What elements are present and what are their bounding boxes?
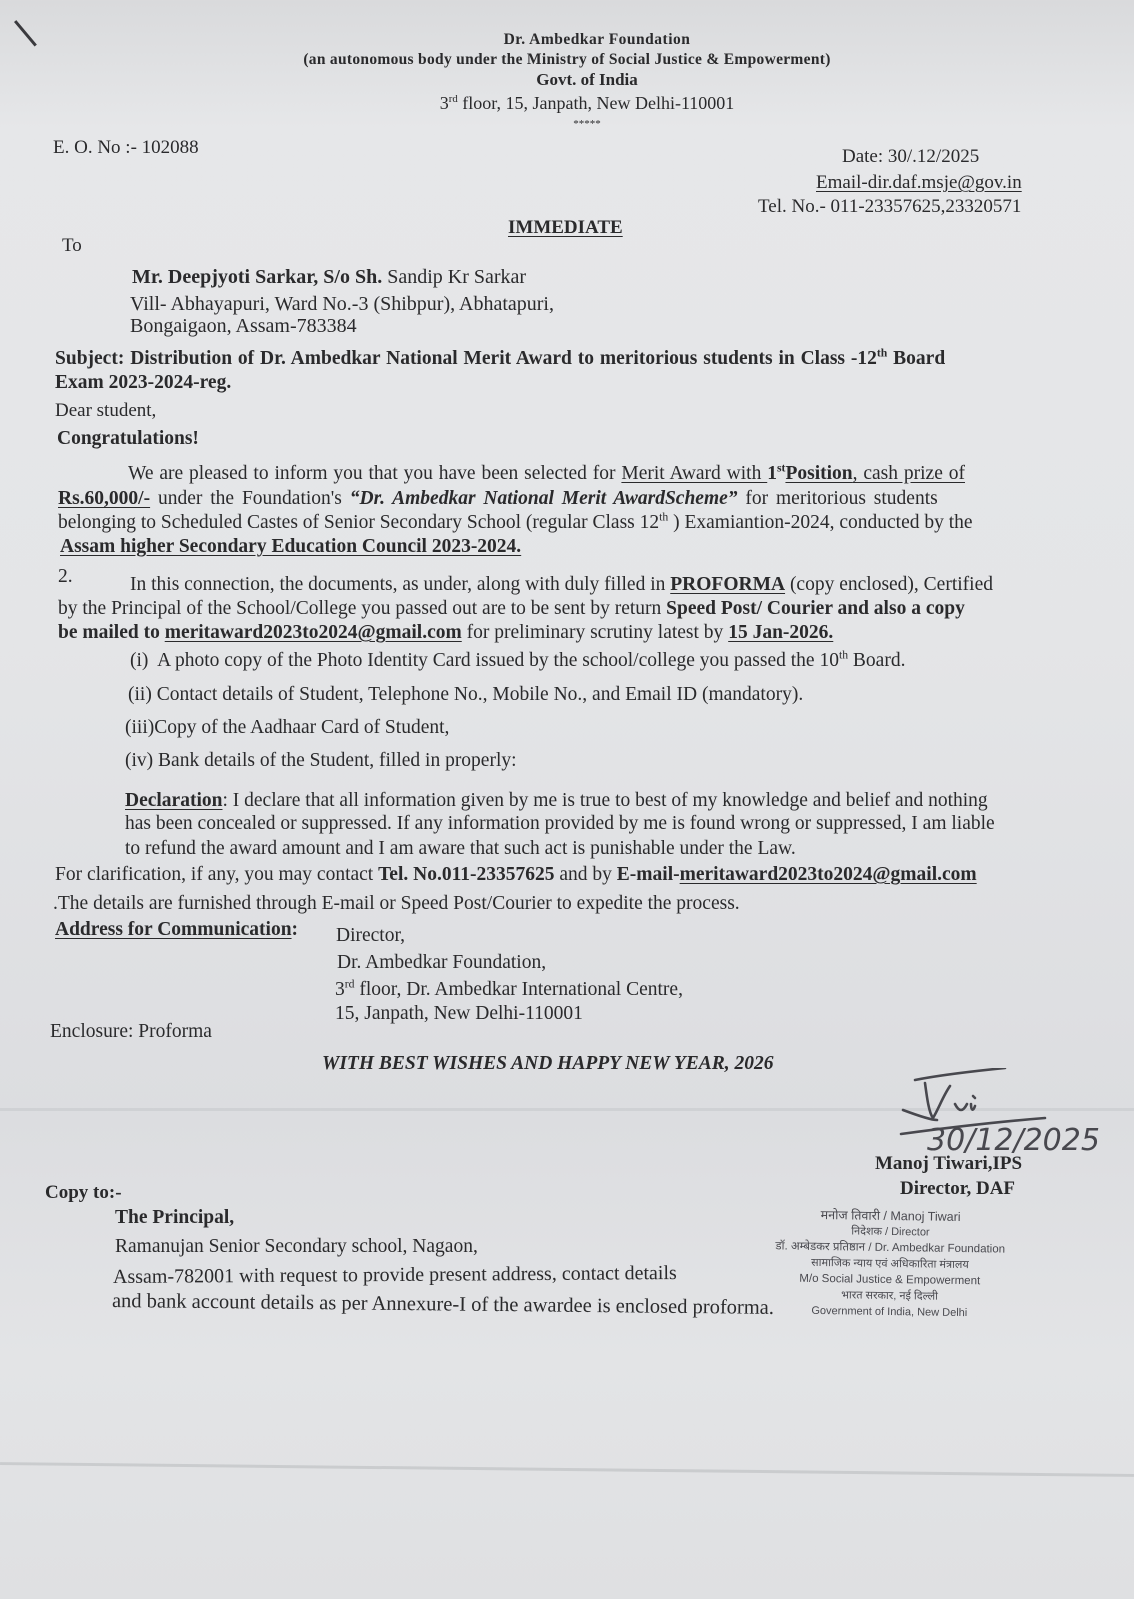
clarification-line: .The details are furnished through E-mail or Speed Post/Courier to expedite the process. [53, 893, 740, 914]
govt-label: Govt. of India [536, 70, 638, 89]
stamp-line: मनोज तिवारी / Manoj Tiwari [820, 1208, 961, 1224]
to-label: To [62, 235, 82, 256]
eo-number: E. O. No :- 102088 [53, 137, 199, 158]
recipient-address-line: Bongaigaon, Assam-783384 [130, 315, 357, 337]
stamp-line: निदेशक / Director [851, 1225, 930, 1239]
copy-to-line: Assam-782001 with request to provide present address, contact details [112, 1262, 677, 1288]
communication-address-line: Dr. Ambedkar Foundation, [337, 952, 547, 973]
copy-to-label: Copy to:- [45, 1182, 122, 1203]
salutation: Dear student, [55, 400, 157, 421]
signatory-designation: Director, DAF [900, 1178, 1016, 1199]
award-paragraph-line: We are pleased to inform you that you have been selected for Merit Award with 1stPosition, cash prize of [128, 461, 965, 484]
council-name: Assam higher Secondary Education Council 2023-2024. [60, 536, 522, 557]
stamp-line: सामाजिक न्याय एवं अधिकारिता मंत्रालय [811, 1256, 969, 1272]
subject-line: Subject: Distribution of Dr. Ambedkar National Merit Award to meritorious students in Class -12th Board [55, 346, 946, 369]
clarification-email-link[interactable]: meritaward2023to2024@gmail.com [679, 864, 977, 885]
award-paragraph-line: Rs.60,000/- under the Foundation's “Dr. Ambedkar National Merit AwardScheme” for meritorious students [58, 488, 938, 509]
signatory-name: Manoj Tiwari,IPS [875, 1153, 1023, 1174]
communication-address-line: Director, [336, 925, 406, 946]
greeting: WITH BEST WISHES AND HAPPY NEW YEAR, 2026 [322, 1053, 774, 1074]
contact-telephone: Tel. No.- 011-23357625,23320571 [758, 196, 1022, 217]
documents-paragraph-line: In this connection, the documents, as under, along with duly filled in PROFORMA (copy enclosed), Certified [130, 574, 993, 595]
org-address: 3rd floor, 15, Janpath, New Delhi-110001 [439, 93, 735, 113]
stamp-line: M/o Social Justice & Empowerment [799, 1272, 981, 1288]
copy-to-line: Ramanujan Senior Secondary school, Nagaon, [115, 1236, 478, 1257]
copy-to-line: and bank account details as per Annexure-I of the awardee is enclosed proforma. [111, 1290, 775, 1319]
paper-crease [0, 1462, 1134, 1477]
documents-paragraph-line: by the Principal of the School/College you passed out are to be sent by return Speed Post/ Courier and also a copy [58, 598, 965, 619]
recipient-name: Mr. Deepjyoti Sarkar, S/o Sh. Sandip Kr Sarkar [132, 266, 527, 288]
documents-list-item: (iii)Copy of the Aadhaar Card of Student, [125, 717, 450, 738]
documents-list-item: (i) A photo copy of the Photo Identity Card issued by the school/college you passed the 10th Board. [130, 648, 906, 671]
official-stamp [749, 1206, 1031, 1322]
copy-to-addressee: The Principal, [115, 1207, 235, 1228]
documents-list-item: (iv) Bank details of the Student, filled in properly: [125, 750, 517, 771]
documents-list-item: (ii) Contact details of Student, Telephone No., Mobile No., and Email ID (mandatory). [128, 684, 804, 705]
communication-address-line: 15, Janpath, New Delhi-110001 [335, 1003, 583, 1024]
communication-address-line: 3rd floor, Dr. Ambedkar International Centre, [335, 977, 683, 1000]
priority-label: IMMEDIATE [508, 217, 623, 238]
merit-email-link[interactable]: meritaward2023to2024@gmail.com [164, 622, 462, 643]
org-name: Dr. Ambedkar Foundation [503, 31, 691, 48]
signature-image [895, 1068, 1115, 1158]
award-paragraph-line: belonging to Scheduled Castes of Senior Secondary School (regular Class 12th ) Examiantion-2024, conducted by the [58, 510, 973, 533]
org-subtitle: (an autonomous body under the Ministry of Social Justice & Empowerment) [303, 51, 831, 68]
stamp-line: Government of India, New Delhi [811, 1304, 968, 1320]
declaration-line: to refund the award amount and I am aware that such act is punishable under the Law. [125, 838, 796, 859]
enclosure-note: Enclosure: Proforma [50, 1021, 212, 1042]
congratulations-heading: Congratulations! [57, 428, 199, 449]
declaration-line: has been concealed or suppressed. If any information provided by me is found wrong or suppressed, I am liable [125, 813, 995, 834]
documents-paragraph-line: be mailed to meritaward2023to2024@gmail.com for preliminary scrutiny latest by 15 Jan-2026. [58, 622, 834, 643]
communication-label: Address for Communication: [55, 919, 299, 940]
separator-stars: ***** [573, 118, 601, 130]
stamp-line: भारत सरकार, नई दिल्ली [841, 1289, 939, 1303]
subject-line: Exam 2023-2024-reg. [55, 372, 232, 393]
declaration-line: Declaration: I declare that all information given by me is true to best of my knowledge and belief and nothing [125, 790, 988, 811]
contact-email-link[interactable]: Email-dir.daf.msje@gov.in [816, 172, 1022, 193]
signature-date: 30/12/2025 [927, 1123, 1100, 1158]
stamp-line: डॉ. अम्बेडकर प्रतिष्ठान / Dr. Ambedkar Foundation [775, 1240, 1006, 1256]
para2-number: 2. [58, 566, 73, 587]
clarification-line: For clarification, if any, you may contact Tel. No.011-23357625 and by E-mail-meritaward2023to2024@gmail.com [55, 864, 977, 885]
letter-date: Date: 30/.12/2025 [842, 146, 980, 167]
recipient-address-line: Vill- Abhayapuri, Ward No.-3 (Shibpur), Abhatapuri, [130, 293, 554, 315]
